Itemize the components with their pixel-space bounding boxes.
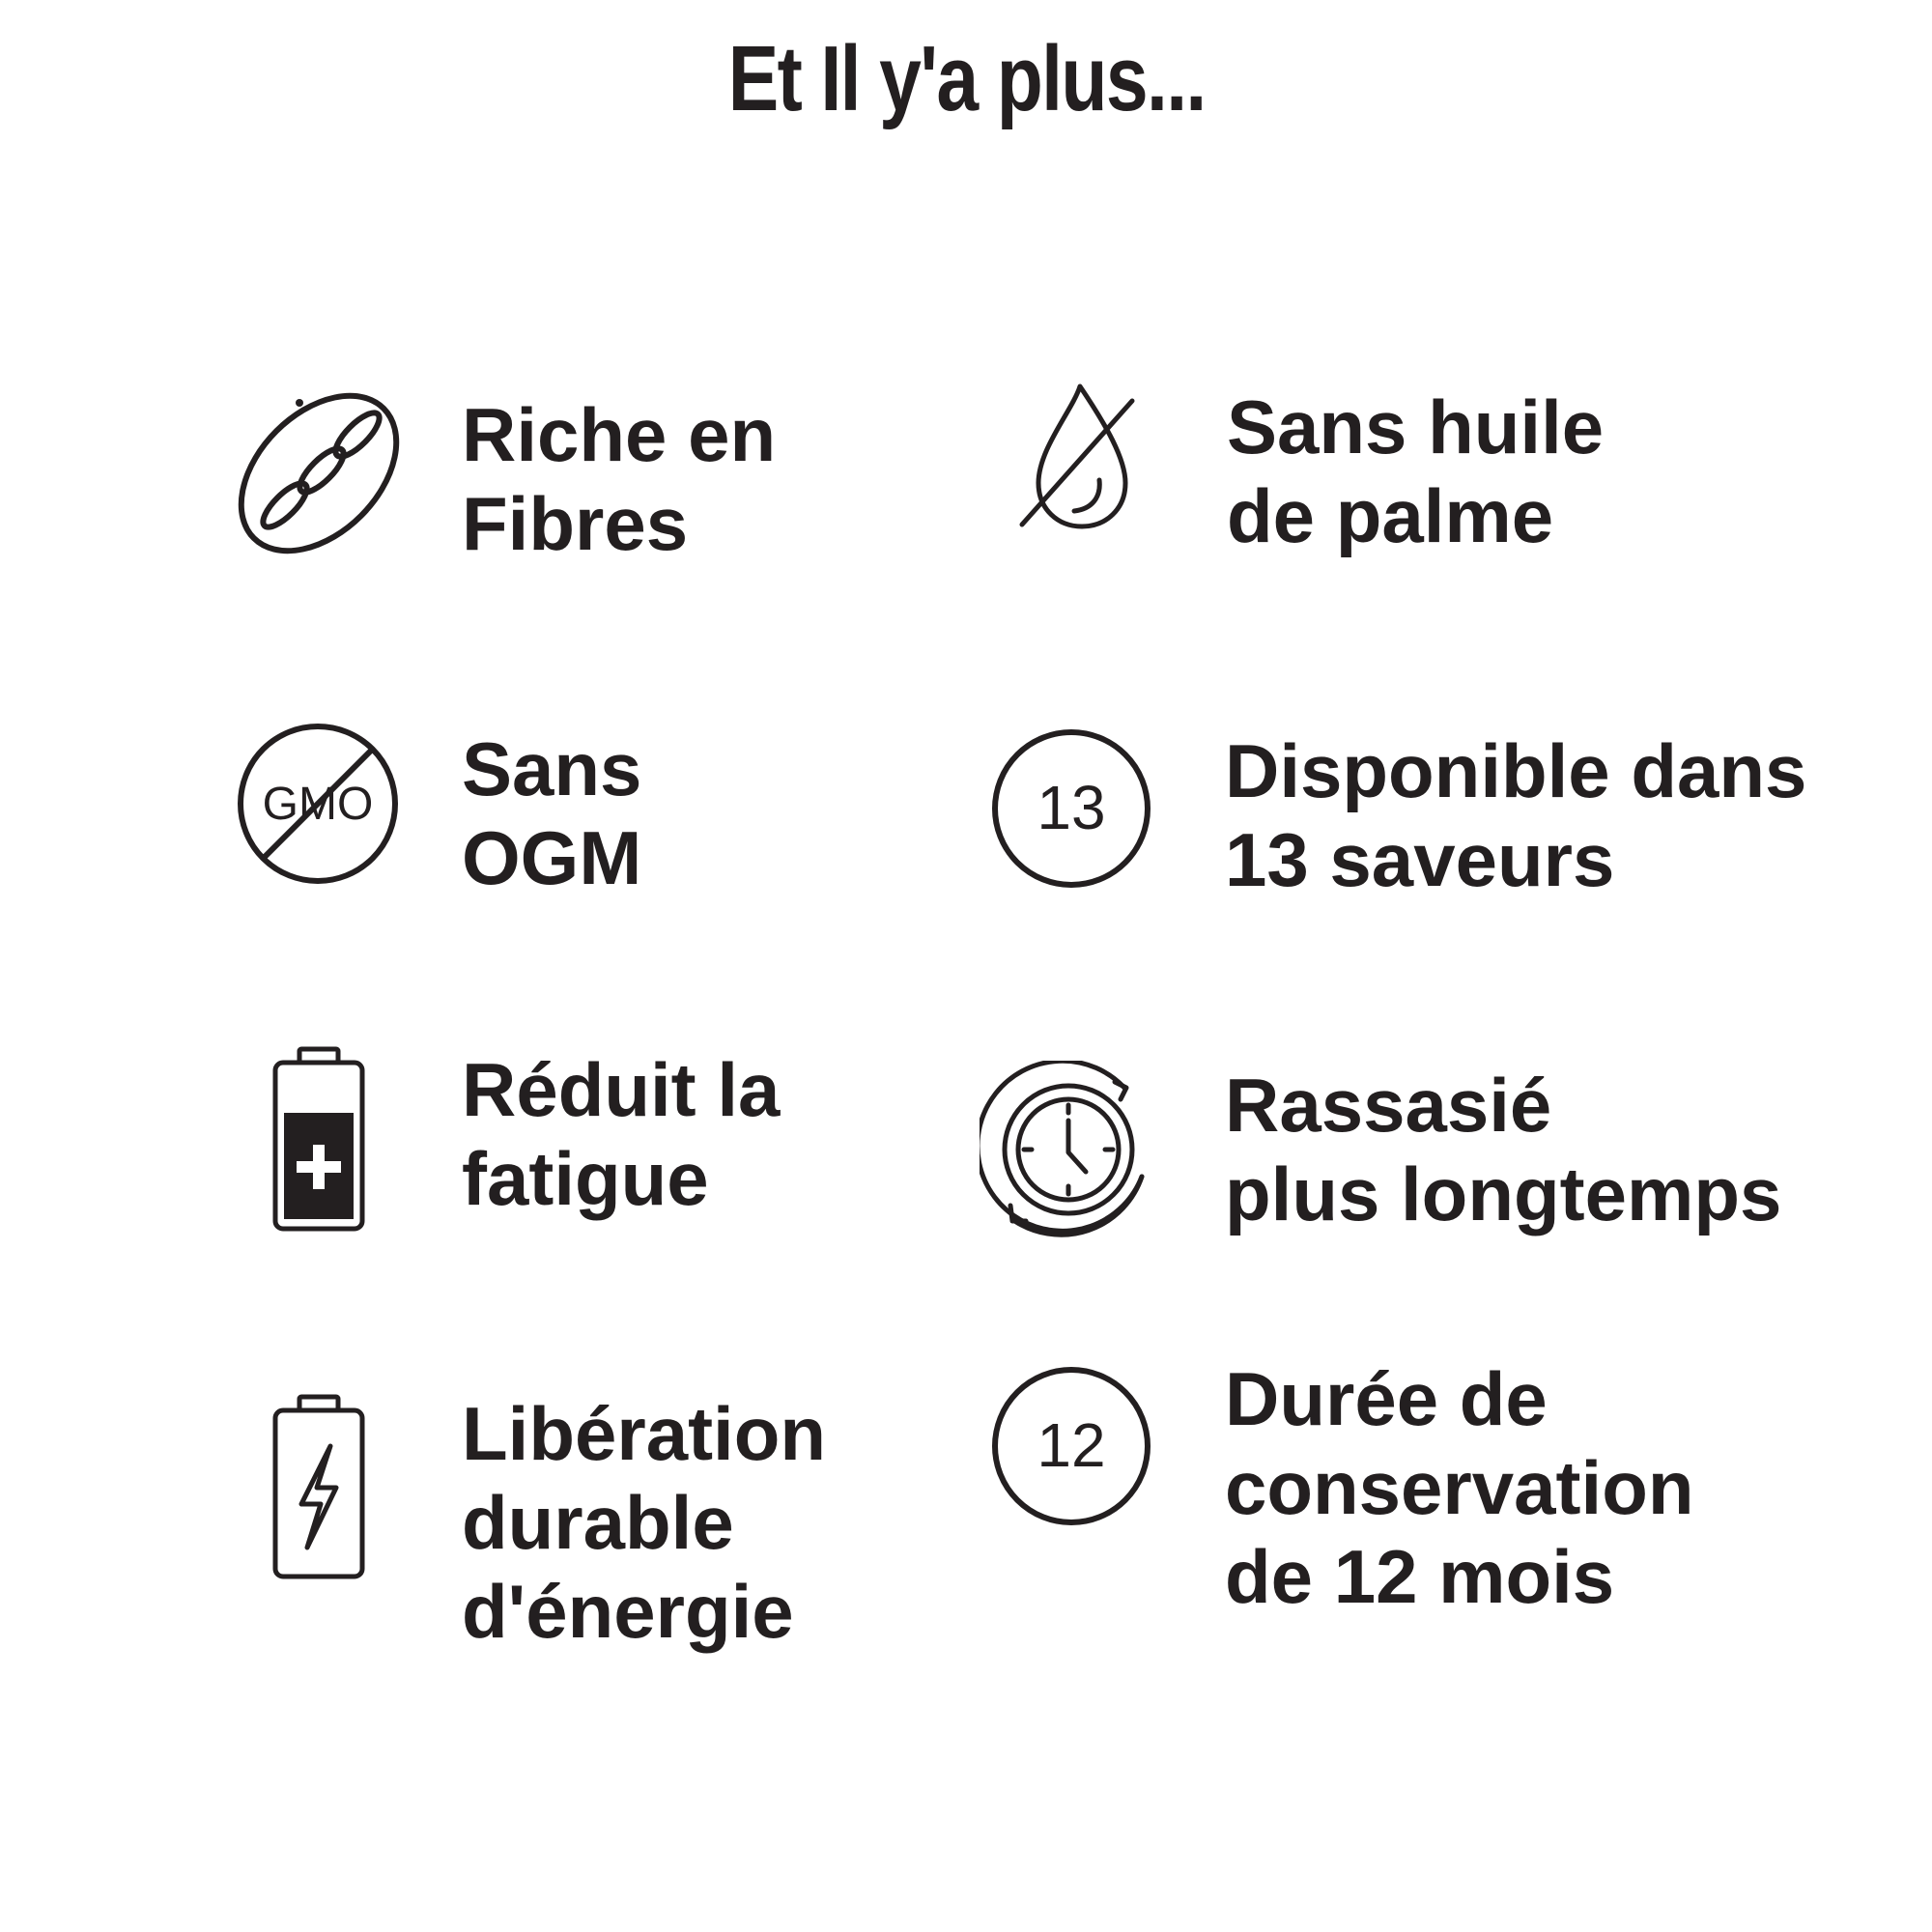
feature-label-palm-oil: Sans huile de palme [1227, 384, 1605, 558]
feature-label-gmo: Sans OGM [462, 726, 642, 900]
feature-label-energy: Libération durable d'énergie [462, 1391, 827, 1654]
feature-label-shelf-life: Durée de conservation de 12 mois [1225, 1356, 1694, 1619]
no-gmo-icon [236, 722, 400, 886]
no-oil-drop-icon [1014, 382, 1140, 536]
number-13-text: 13 [1037, 773, 1106, 842]
feature-label-fatigue: Réduit la fatigue [462, 1047, 781, 1221]
feature-label-satiety: Rassasié plus longtemps [1225, 1063, 1782, 1236]
clock-cycle-icon [980, 1061, 1158, 1239]
feature-label-fibres: Riche en Fibres [462, 392, 777, 566]
bread-icon [232, 382, 406, 565]
battery-plus-icon [270, 1045, 367, 1234]
number-circle-icon [989, 1364, 1153, 1528]
feature-label-flavours: Disponible dans 13 saveurs [1225, 728, 1807, 902]
number-circle-icon [989, 726, 1153, 891]
number-12-text: 12 [1037, 1410, 1106, 1480]
gmo-text: GMO [262, 779, 374, 830]
battery-lightning-icon [270, 1393, 367, 1581]
page-title: Et Il y'a plus... [727, 27, 1206, 130]
